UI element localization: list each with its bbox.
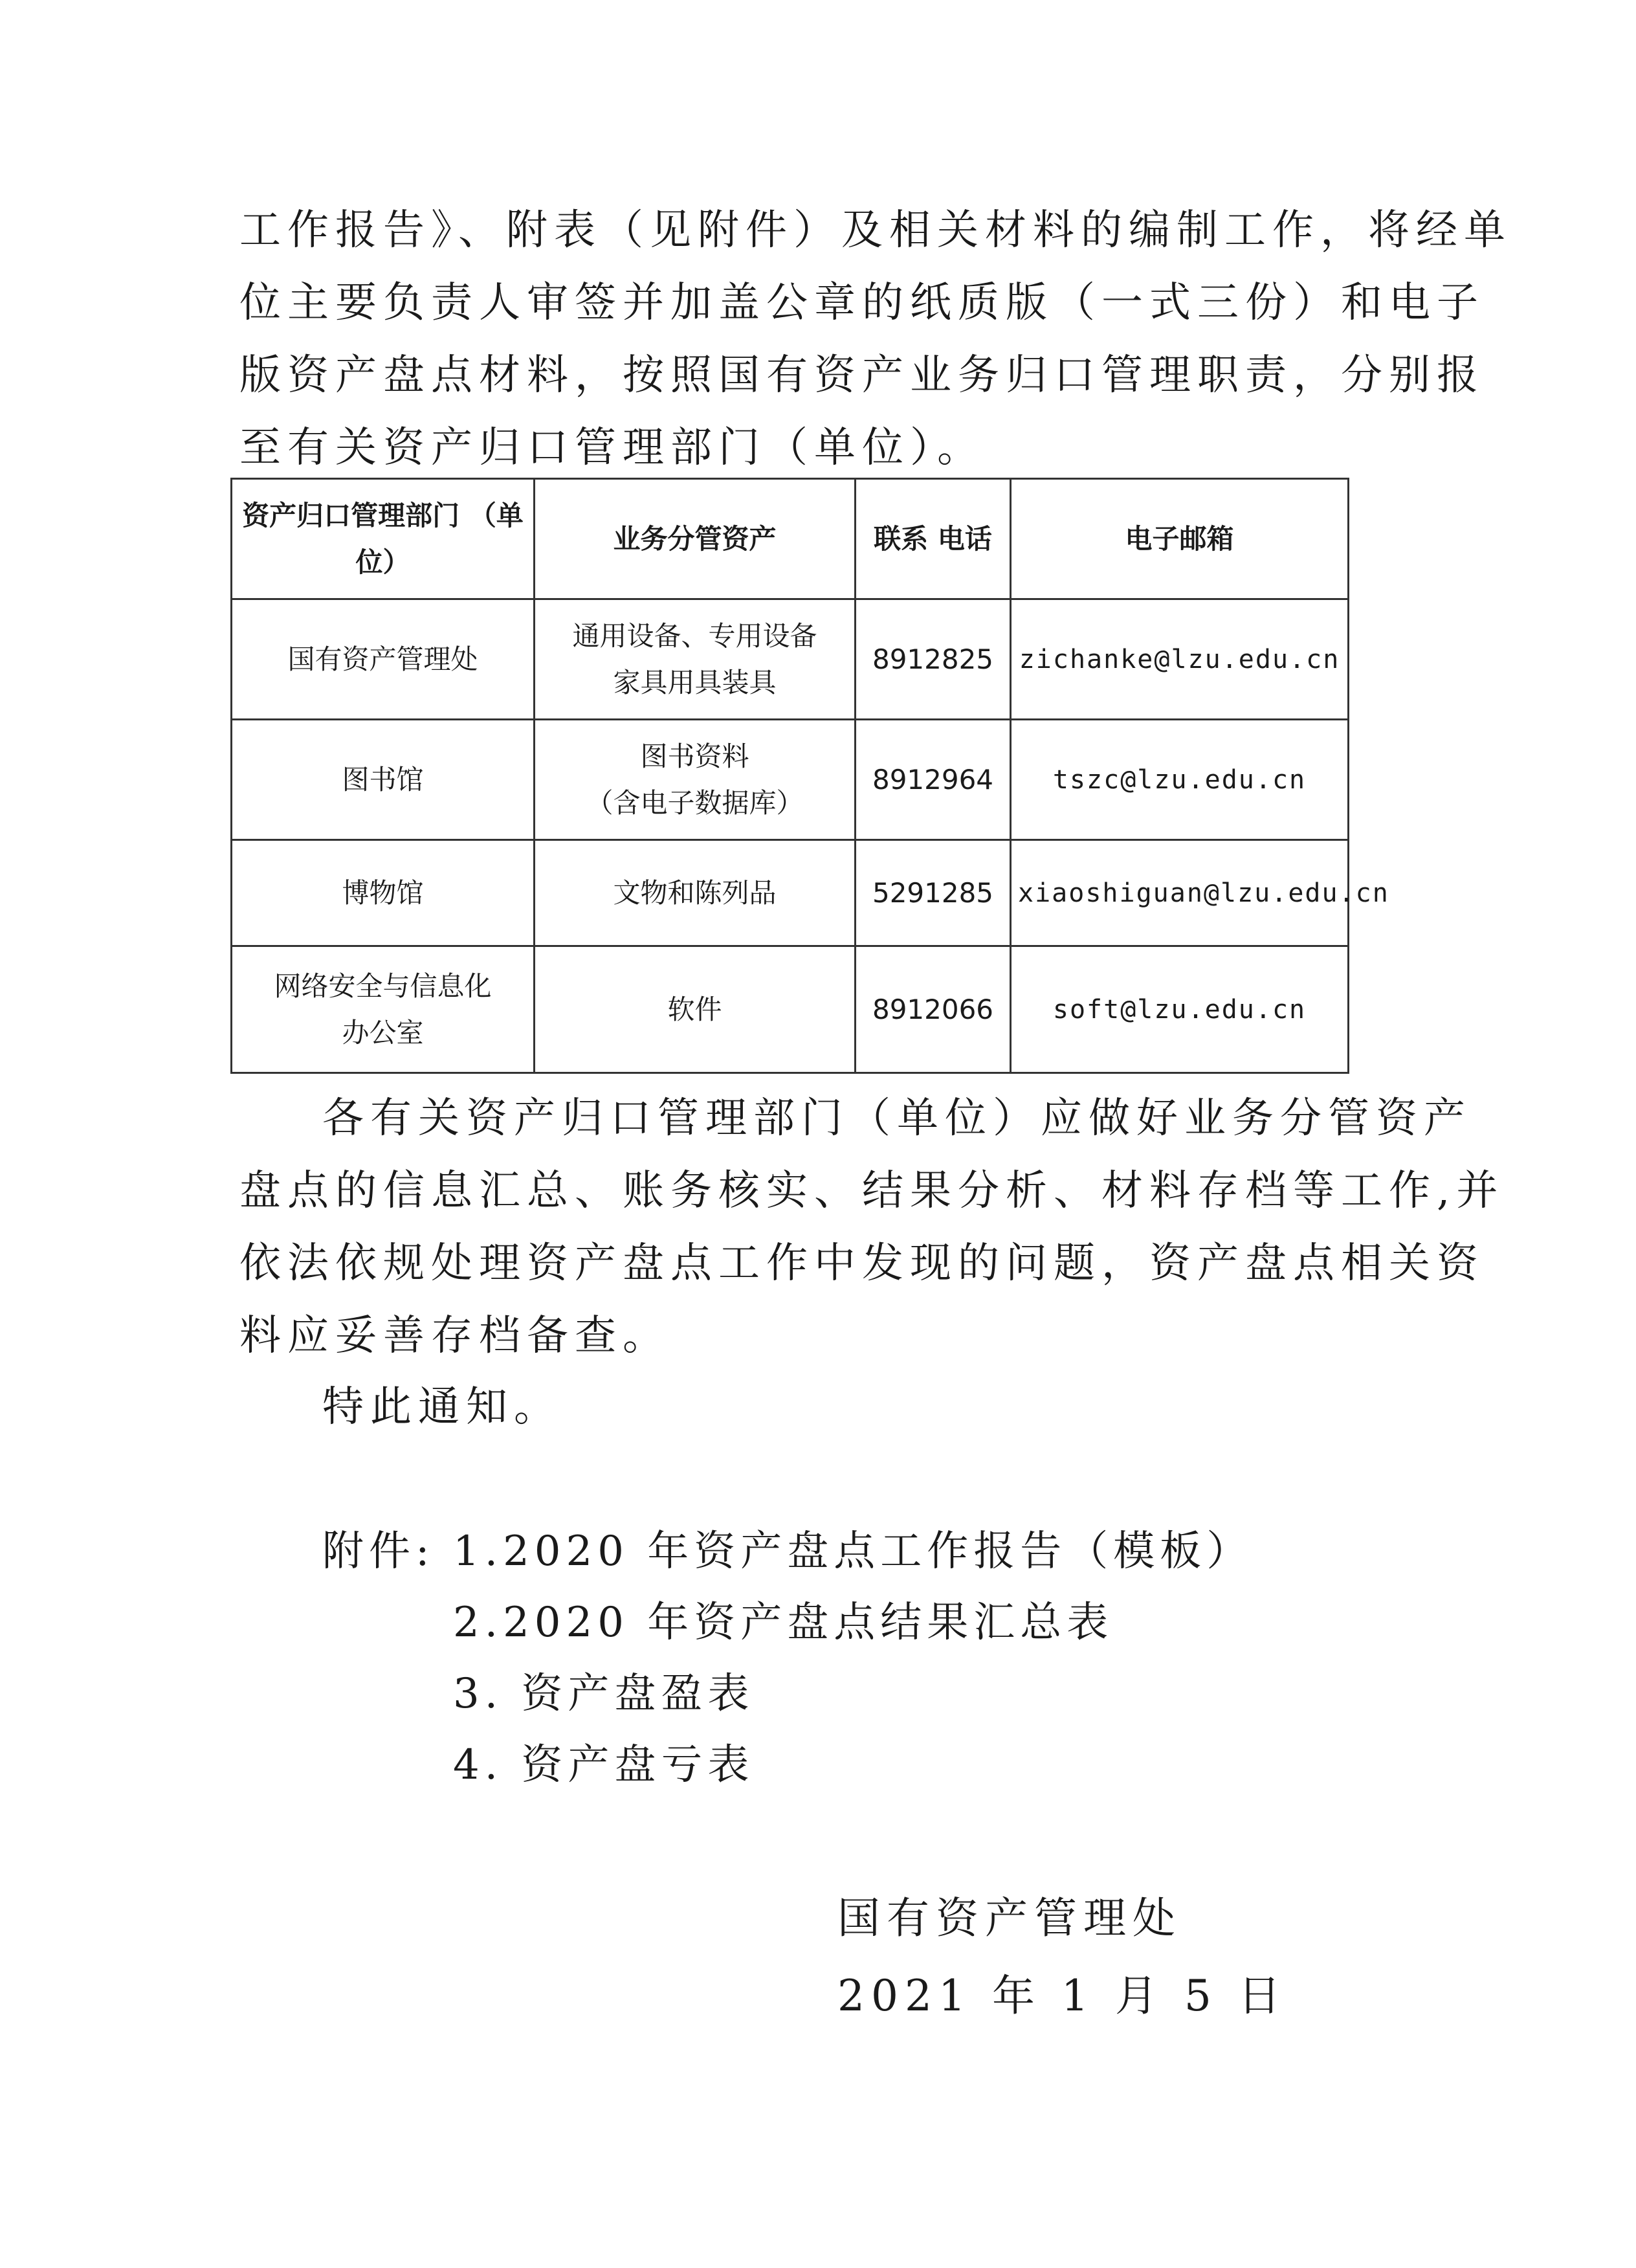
header-dept-line1: 资产归口管理部门: [242, 499, 460, 531]
table-row: [232, 720, 1349, 840]
header-phone-line1: 联系: [874, 522, 929, 555]
table-row: [232, 840, 1349, 946]
cell-email[interactable]: soft@lzu.edu.cn: [1011, 946, 1349, 1073]
cell-assets-line1: 软件: [667, 993, 722, 1025]
signature-org: 国有资产管理处: [837, 1893, 1182, 1943]
body-line: 盘点的信息汇总、账务核实、结果分析、材料存档等工作,并: [239, 1167, 1505, 1215]
intro-line: 至有关资产归口管理部门（单位）。: [239, 424, 985, 472]
body-paragraph: [239, 1082, 1505, 1372]
body-line: 料应妥善存档备查。: [239, 1312, 670, 1360]
body-line: 各有关资产归口管理部门（单位）应做好业务分管资产: [322, 1095, 1472, 1142]
cell-assets: [535, 840, 856, 946]
cell-dept-line1: 图书馆: [342, 763, 424, 795]
cell-dept: [232, 720, 535, 840]
intro-line: 工作报告》、附表（见附件）及相关材料的编制工作，将经单: [239, 206, 1512, 254]
attachments-label: 附件:: [322, 1528, 435, 1575]
cell-email[interactable]: xiaoshiguan@lzu.edu.cn: [1011, 840, 1349, 946]
cell-dept: [232, 946, 535, 1073]
body-line: 依法依规处理资产盘点工作中发现的问题，资产盘点相关资: [239, 1240, 1485, 1287]
attachment-item: 3. 资产盘盈表: [453, 1670, 755, 1718]
closing-paragraph: [239, 1371, 1346, 1443]
cell-assets: [535, 946, 856, 1073]
department-table: [230, 478, 1389, 1072]
header-email: 电子邮箱: [1011, 479, 1349, 599]
closing-line: 特此通知。: [322, 1383, 562, 1431]
cell-phone: 5291285: [856, 840, 1011, 946]
cell-dept-line2: 办公室: [342, 1016, 424, 1049]
cell-email[interactable]: zichanke@lzu.edu.cn: [1011, 599, 1349, 720]
table-row: [232, 599, 1349, 720]
header-phone-line2: 电话: [937, 522, 992, 555]
cell-assets-line1: 图书资料: [640, 740, 749, 772]
intro-line: 位主要负责人审签并加盖公章的纸质版（一式三份）和电子: [239, 279, 1485, 327]
cell-dept: [232, 840, 535, 946]
cell-assets-line1: 通用设备、专用设备: [572, 619, 817, 652]
cell-dept-line1: 博物馆: [342, 876, 424, 909]
header-assets: 业务分管资产: [535, 479, 856, 599]
header-phone: [856, 479, 1011, 599]
header-dept-line2: （单位）: [355, 499, 524, 578]
intro-line: 版资产盘点材料，按照国有资产业务归口管理职责，分别报: [239, 351, 1485, 399]
cell-dept: [232, 599, 535, 720]
cell-assets-line2: （含电子数据库）: [586, 786, 804, 819]
cell-assets-line1: 文物和陈列品: [613, 876, 777, 909]
cell-email[interactable]: tszc@lzu.edu.cn: [1011, 720, 1349, 840]
cell-assets: [535, 720, 856, 840]
attachment-item: 4. 资产盘亏表: [453, 1741, 755, 1789]
cell-assets: [535, 599, 856, 720]
signature-date: 2021 年 1 月 5 日: [837, 1971, 1287, 2021]
intro-paragraph: [239, 194, 1512, 484]
cell-dept-line1: 国有资产管理处: [287, 643, 478, 675]
attachment-item: 2.2020 年资产盘点结果汇总表: [453, 1599, 1114, 1647]
cell-phone: 8912066: [856, 946, 1011, 1073]
cell-dept-line1: 网络安全与信息化: [274, 970, 492, 1002]
attachment-item: 1.2020 年资产盘点工作报告（模板）: [453, 1528, 1254, 1575]
cell-phone: 8912825: [856, 599, 1011, 720]
cell-phone: 8912964: [856, 720, 1011, 840]
cell-assets-line2: 家具用具装具: [613, 666, 777, 698]
table-header-row: [232, 479, 1349, 599]
header-dept: [232, 479, 535, 599]
table-row: [232, 946, 1349, 1073]
